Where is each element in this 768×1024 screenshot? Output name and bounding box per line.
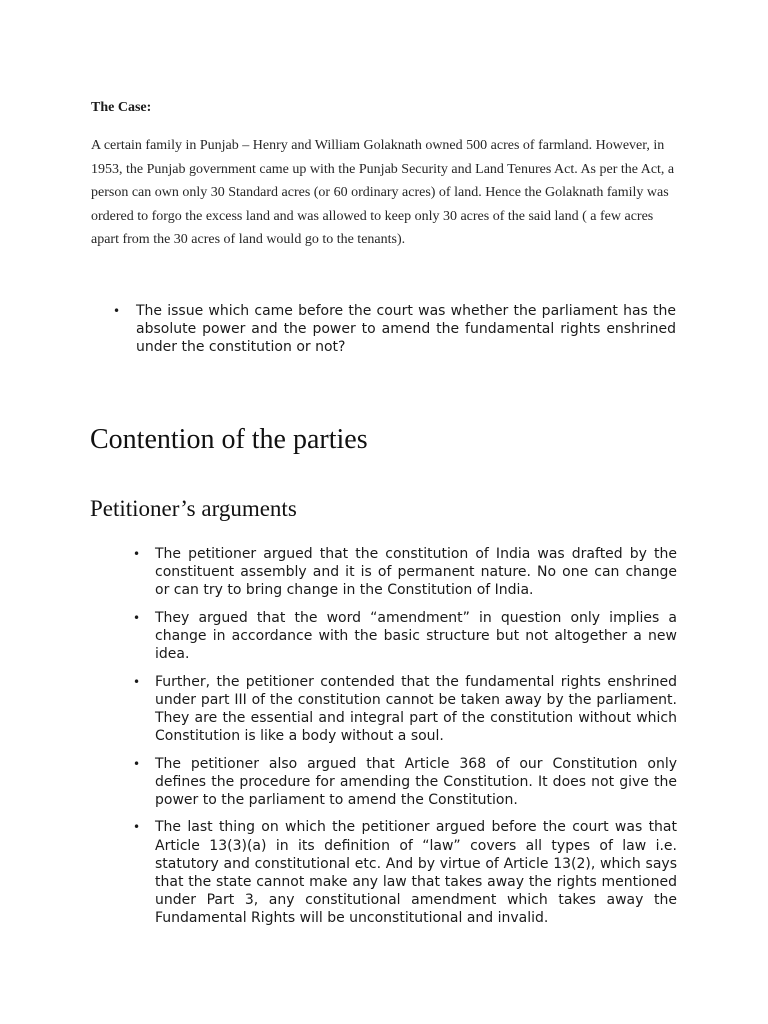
bullet-icon: • [133, 610, 141, 625]
issue-list [113, 302, 676, 366]
bullet-icon: • [113, 304, 121, 318]
argument-item [133, 755, 677, 810]
issue-item [113, 302, 676, 357]
argument-item [133, 673, 677, 746]
issue-text: The issue which came before the court was whether the parliament has the absolute power and the power to amend the fundamental rights enshrined under the constitution or not? [136, 303, 676, 356]
petitioner-arguments-title: Petitioner’s arguments [90, 496, 297, 521]
case-heading: The Case: [91, 100, 152, 115]
argument-text: They argued that the word “amendment” in question only implies a change in accordance with the basic structure but not altogether a new idea. [155, 609, 677, 663]
section-title: Contention of the parties [90, 424, 368, 455]
bullet-icon: • [133, 547, 141, 561]
argument-item [133, 609, 677, 664]
argument-item [133, 818, 677, 927]
argument-text: The last thing on which the petitioner argued before the court was that Article 13(3)(a) in its definition of “law” covers all types of law i.e. statutory and constitutional etc. And by virtue of Article 13(2), which says that the state cannot make any law that takes away the rights mentioned under Part 3, any constitutional amendment which takes away the Fundamental Rights will be unconstitutional and invalid. [155, 819, 677, 927]
petitioner-arguments-list [133, 545, 677, 937]
argument-text: The petitioner also argued that Article 368 of our Constitution only defines the procedure for amending the Constitution. It does not give the power to the parliament to amend the Constitution. [155, 755, 677, 808]
bullet-icon: • [133, 820, 141, 835]
argument-text: Further, the petitioner contended that the fundamental rights enshrined under part III of the constitution cannot be taken away by the parliament. They are the essential and integral part of the constitution without which Constitution is like a body without a soul. [155, 673, 677, 745]
case-paragraph: A certain family in Punjab – Henry and William Golaknath owned 500 acres of farmland. However, in 1953, the Punjab government came up with the Punjab Security and Land Tenures Act. As per the Act, a person can own only 30 Standard acres (or 60 ordinary acres) of land. Hence the Golaknath family was ordered to forgo the excess land and was allowed to keep only 30 acres of the said land ( a few acres apart from the 30 acres of land would go to the tenants). [91, 138, 675, 247]
bullet-icon: • [133, 674, 141, 689]
argument-item [133, 545, 677, 600]
bullet-icon: • [133, 756, 141, 771]
argument-text: The petitioner argued that the constitution of India was drafted by the constituent assembly and it is of permanent nature. No one can change or can try to bring change in the Constitution of India. [155, 546, 677, 599]
